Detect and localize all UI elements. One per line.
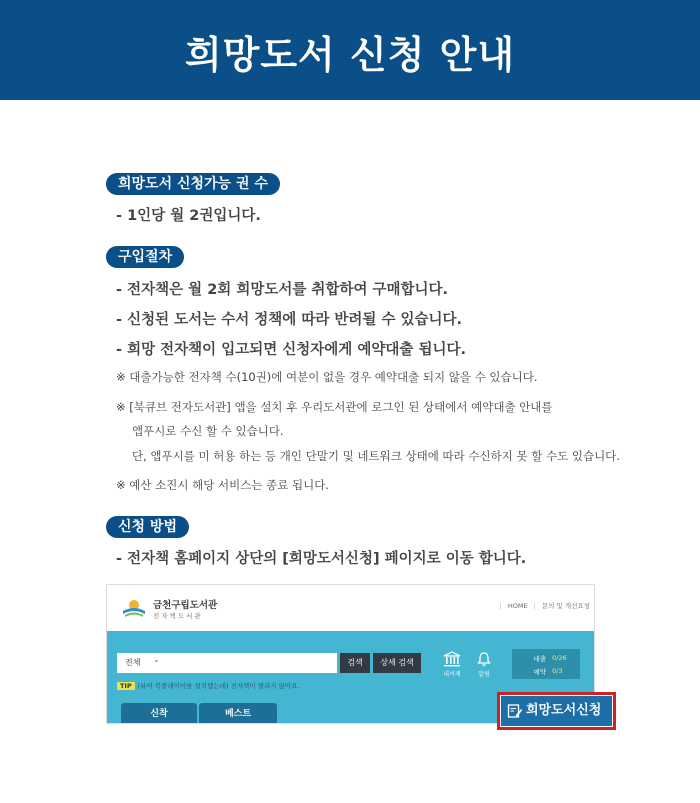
detail-search-button[interactable]: 상세 검색 (373, 653, 421, 673)
chevron-down-icon: ⌄ (153, 655, 160, 664)
page-banner (0, 0, 700, 100)
section-heading-method: 신청 방법 (106, 516, 189, 538)
section-heading-eligible: 희망도서 신청가능 권 수 (106, 173, 280, 195)
search-input[interactable] (117, 653, 337, 673)
procedure-line: - 신청된 도서는 수서 정책에 따라 반려될 수 있습니다. (116, 312, 463, 328)
reservation-stat-value: 0/3 (552, 667, 563, 675)
method-line: - 전자책 홈페이지 상단의 [희망도서신청] 페이지로 이동 합니다. (116, 551, 527, 567)
tab-bestsellers[interactable]: 베스트 (199, 703, 277, 724)
library-logo-icon (121, 597, 147, 619)
reservation-stat-label: 예약 (533, 668, 546, 676)
tip-text: (뷰어 북플레이어를 설치했는데) 전자책이 열리지 않아요. (137, 682, 300, 690)
home-link[interactable]: HOME (507, 602, 528, 610)
page-title: 희망도서 신청 안내 (184, 33, 516, 77)
procedure-note: ※ [북큐브 전자도서관] 앱을 설치 후 우리도서관에 로그인 된 상태에서 예약대출 안내를 (116, 400, 553, 414)
procedure-note: ※ 대출가능한 전자책 수(10권)에 여분이 없을 경우 예약대출 되지 않을 수 있습니다. (116, 370, 538, 384)
hope-book-request-label: 희망도서신청 (526, 703, 602, 718)
section-heading-procedure: 구입절차 (106, 246, 184, 268)
procedure-note: ※ 예산 소진시 해당 서비스는 종료 됩니다. (116, 478, 329, 492)
my-library-label: 내서재 (443, 671, 461, 678)
top-links: | HOME | 문의 및 개선요청 (499, 602, 590, 610)
procedure-line: - 희망 전자책이 입고되면 신청자에게 예약대출 됩니다. (116, 342, 466, 358)
bell-icon (476, 651, 492, 667)
site-header (107, 585, 595, 631)
feedback-link[interactable]: 문의 및 개선요청 (541, 602, 590, 610)
loan-stat-label: 대출 (533, 655, 546, 663)
hope-book-request-button[interactable] (497, 692, 616, 730)
tab-new-arrivals[interactable]: 신착 (121, 703, 197, 724)
eligible-line: - 1인당 월 2권입니다. (116, 208, 261, 224)
library-name: 금천구립도서관 (153, 600, 218, 611)
search-button[interactable]: 검색 (340, 653, 370, 673)
hope-book-request-inner (501, 696, 612, 726)
procedure-line: - 전자책은 월 2회 희망도서를 취합하여 구매합니다. (116, 282, 449, 298)
procedure-note: 앱푸시로 수신 할 수 있습니다. (132, 424, 284, 438)
viewer-tip[interactable] (117, 681, 300, 690)
procedure-note: 단, 앱푸시를 미 허용 하는 등 개인 단말기 및 네트워크 상태에 따라 수신하지 못 할 수도 있습니다. (132, 449, 620, 463)
loan-status-box (512, 649, 580, 679)
notification-label: 알림 (478, 671, 490, 678)
tip-badge: TIP (117, 682, 135, 690)
library-subtitle: 전자책도서관 (153, 612, 203, 620)
edit-document-icon (507, 703, 523, 719)
loan-stat-value: 0/26 (552, 654, 567, 662)
search-category-select[interactable]: 전체 (125, 658, 141, 667)
notification-button[interactable] (469, 651, 499, 678)
my-library-button[interactable] (437, 651, 467, 678)
library-icon (443, 651, 461, 667)
